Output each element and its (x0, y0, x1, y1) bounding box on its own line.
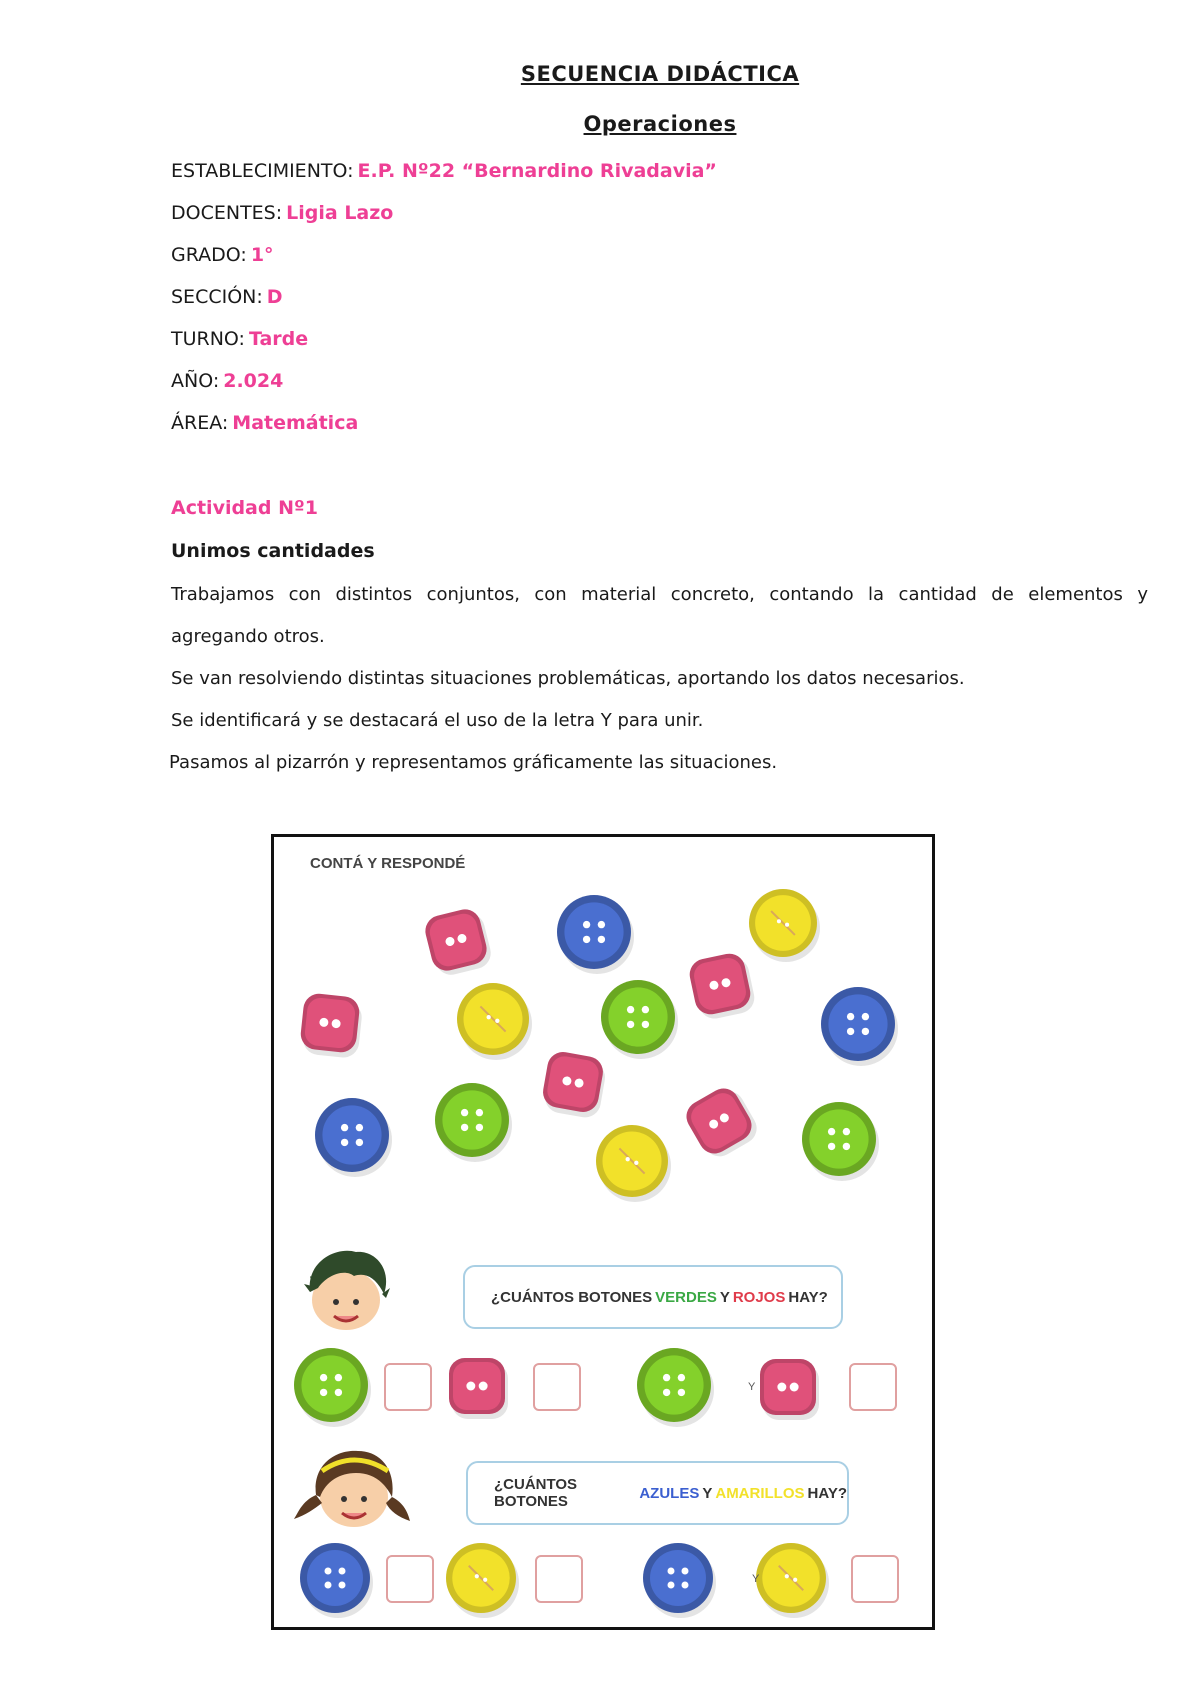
answer-box[interactable] (533, 1363, 581, 1411)
document-subtitle: Operaciones (583, 112, 737, 136)
answer-box[interactable] (851, 1555, 899, 1603)
girl-illustration (292, 1441, 412, 1536)
yellow-button (446, 1543, 519, 1618)
y-connector: Y (748, 1381, 756, 1393)
blue-button (300, 1543, 373, 1618)
pink-square-button (681, 1081, 763, 1163)
answer-box[interactable] (849, 1363, 897, 1411)
info-seccion: SECCIÓN: D (171, 286, 283, 308)
pink-square-button (540, 1050, 609, 1120)
question-bubble-2: ¿CUÁNTOS BOTONES AZULES Y AMARILLOS HAY? (466, 1461, 849, 1525)
blue-button (643, 1543, 716, 1618)
activity-paragraph-2: Se van resolviendo distintas situaciones problemáticas, aportando los datos necesarios. (171, 668, 965, 689)
yellow-button (596, 1125, 671, 1202)
info-grado: GRADO: 1° (171, 244, 274, 266)
green-button (637, 1348, 714, 1427)
answer-box[interactable] (535, 1555, 583, 1603)
green-button (435, 1083, 512, 1162)
document-title: SECUENCIA DIDÁCTICA (520, 62, 800, 86)
yellow-button (749, 889, 820, 962)
y-connector: Y (752, 1573, 760, 1585)
blue-button (557, 895, 634, 974)
yellow-button (756, 1543, 829, 1618)
blue-button (315, 1098, 392, 1177)
blue-button (821, 987, 898, 1066)
worksheet-image (271, 834, 935, 1630)
activity-title: Actividad Nº1 (171, 497, 318, 519)
pink-square-button (299, 992, 364, 1059)
answer-box[interactable] (384, 1363, 432, 1411)
info-area: ÁREA: Matemática (171, 412, 359, 434)
info-docentes: DOCENTES: Ligia Lazo (171, 202, 394, 224)
pink-square-button (687, 950, 757, 1022)
activity-paragraph-1-cont: agregando otros. (171, 626, 325, 647)
worksheet-heading: CONTÁ Y RESPONDÉ (310, 855, 466, 872)
boy-illustration (296, 1242, 396, 1337)
info-anio: AÑO: 2.024 (171, 370, 284, 392)
activity-subtitle: Unimos cantidades (171, 540, 375, 562)
pink-square-button (449, 1358, 508, 1419)
pink-square-button (422, 905, 494, 978)
pink-square-button (760, 1359, 819, 1420)
question-bubble-1: ¿CUÁNTOS BOTONES VERDES Y ROJOS HAY? (463, 1265, 843, 1329)
info-establecimiento: ESTABLECIMIENTO: E.P. Nº22 “Bernardino Rivadavia” (171, 160, 717, 182)
green-button (802, 1102, 879, 1181)
answer-box[interactable] (386, 1555, 434, 1603)
activity-paragraph-1: Trabajamos con distintos conjuntos, con material concreto, contando la cantidad de elementos y (171, 584, 1148, 605)
info-turno: TURNO: Tarde (171, 328, 309, 350)
activity-paragraph-4: Pasamos al pizarrón y representamos gráficamente las situaciones. (169, 752, 778, 773)
green-button (294, 1348, 371, 1427)
green-button (601, 980, 678, 1059)
yellow-button (457, 983, 532, 1060)
activity-paragraph-3: Se identificará y se destacará el uso de la letra Y para unir. (171, 710, 704, 731)
